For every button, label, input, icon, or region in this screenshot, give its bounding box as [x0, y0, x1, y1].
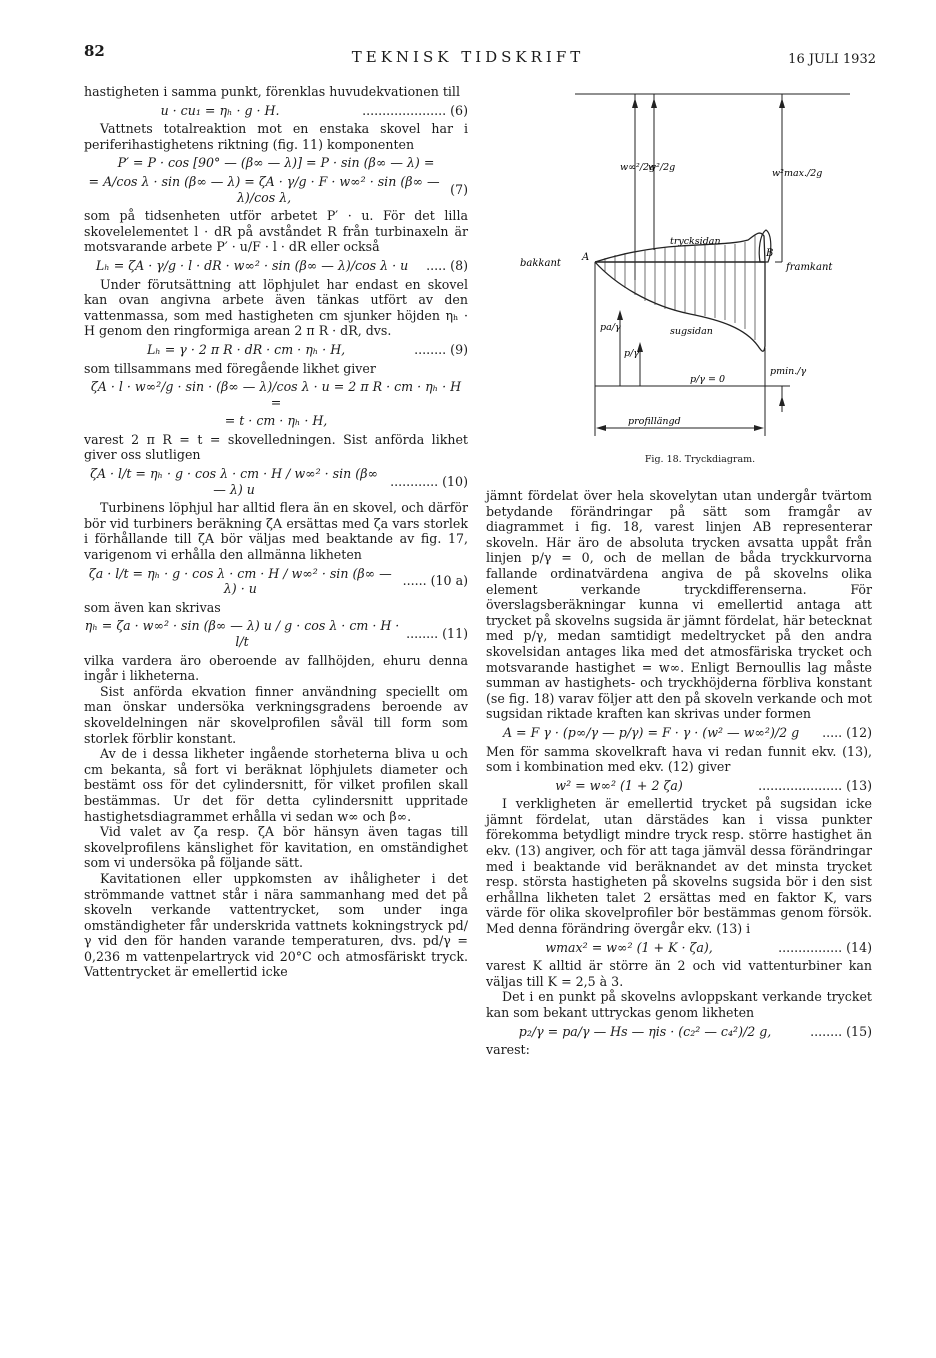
equation-9b [84, 379, 468, 410]
paragraph: I verkligheten är emellertid trycket på sugsidan icke jämnt fördelat, utan därstädes kan i vissa punkter förekomma betydligt mindre tryck resp. större hastighet än ekv. (13) angiver, och för att taga jämväl dessa förändringar med i beaktande vid beräknandet av det minsta trycket resp. största hastigheten på skovelns sugsida bör i den sist erhållna likheten talet 2 ersättas med en faktor K, vars värde för olika skovelprofiler bör bestämmas genom försök. Med denna förändring övergår ekv. (13) i [486, 796, 872, 937]
equation-body: A = F γ · (p∞/γ — p/γ) = F · γ · (w² — w∞²)/2 g [502, 724, 800, 740]
arrow-head [779, 98, 785, 108]
paragraph: Sist anförda ekvation finner användning speciellt om man önskar undersöka verkningsgradens beroende av skoveldelningen när skovelprofilen såväl till form som storlek förblir konstant. [84, 683, 468, 746]
equation-9c [84, 413, 468, 429]
label-w-inf: w∞²/2g [620, 162, 656, 173]
page-number: 82 [84, 42, 105, 60]
paragraph: varest: [486, 1042, 530, 1058]
equation-8 [84, 258, 468, 274]
equation-15 [486, 1024, 872, 1040]
equation-body: wmax² = w∞² (1 + K · ζa), [545, 939, 713, 955]
equation-body: = A/cos λ · sin (β∞ — λ) = ζA · γ/g · F · w∞² · sin (β∞ — λ)/cos λ, [88, 173, 440, 205]
equation-13 [486, 778, 872, 794]
issue-date: 16 JULI 1932 [788, 52, 876, 67]
label-framkant: framkant [786, 262, 833, 273]
arrow-head [651, 98, 657, 108]
label-A: A [582, 252, 590, 263]
paragraph: Kavitationen eller uppkomsten av ihåligheter i det strömmande vattnet står i nära sammanhang med det på skoveln verkande vattentrycket, som under inga omständigheter får underskrida vattnets kokningstryck pd/γ vid den för handen varande temperaturen, dvs. pd/γ = 0,236 m vattenpelartryck vid 20°C och atmosfäriskt tryck. Vattentrycket är emellertid icke [84, 870, 468, 980]
equation-P [84, 155, 468, 171]
label-sugsidan: sugsidan [670, 326, 713, 337]
pressure-hatching [605, 235, 755, 340]
label-profillangd: profillängd [628, 416, 681, 427]
label-pa: pa/γ [600, 322, 621, 333]
arrow-head [632, 98, 638, 108]
equation-body: u · cu₁ = ηₕ · g · H. [160, 102, 280, 118]
arrow-head [779, 396, 785, 406]
label-pmin: pmin./γ [770, 366, 807, 377]
equation-body: ηₕ = ζa · w∞² · sin (β∞ — λ) u / g · cos λ · cm · H · l/t [84, 618, 400, 649]
paragraph: Under förutsättning att löphjulet har endast en skovel kan ovan angivna arbete även tänkas utfört av den vattenmassa, som med hastigheten cm sjunker höjden ηₕ · H genom den ringformiga arean 2 π R · dR, dvs. [84, 276, 468, 339]
paragraph: Turbinens löphjul har alltid flera än en skovel, och därför bör vid turbiners beräkning ζA ersättas med ζa vars storlek i förhållande till ζA bör väljas med beaktande av fig. 17, varigenom vi erhålla den allmänna likheten [84, 500, 468, 563]
equation-number: ................ (14) [778, 939, 872, 955]
equation-10a [84, 566, 468, 597]
equation-number: ........ (9) [414, 341, 468, 357]
right-column [486, 488, 872, 1058]
equation-10 [84, 466, 468, 497]
paragraph: Vid valet av ζa resp. ζA bör hänsyn även tagas till skovelprofilens känslighet för kavitation, en omständighet som vi undersöka på följande sätt. [84, 824, 468, 871]
paragraph: som tillsammans med föregående likhet giver [84, 360, 376, 376]
equation-body: ζA · l · w∞²/g · sin · (β∞ — λ)/cos λ · u = 2 π R · cm · ηₕ · H = [90, 379, 462, 410]
paragraph: Det i en punkt på skovelns avloppskant verkande trycket kan som bekant uttryckas genom likheten [486, 989, 872, 1020]
paragraph: jämnt fördelat över hela skovelytan utan undergår tvärtom betydande förändringar på sätt som framgår av diagrammet i fig. 18, varest linjen AB representerar skoveln. Här äro de absoluta trycken avsatta uppåt från linjen p/γ = 0, och de mellan de båda tryckkurvorna fallande ordinatvärdena angiva de på skovelns olika element verkande tryckdifferenserna. För överslagsberäkningar kunna vi emellertid antaga att trycket på skovelns sugsida är jämnt fördelat, här betecknat med p/γ, medan samtidigt medeltrycket på den andra skovelsidan antages lika med det atmosfäriska trycket och motsvarande hastighet = w∞. Enligt Bernoullis lag måste summan av hastighets- och tryckhöjderna förbliva konstant (se fig. 18) varav följer att den på skoveln verkande och mot sugsidan riktade kraften kan skrivas under formen [486, 488, 872, 722]
equation-body: P′ = P · cos [90° — (β∞ — λ)] = P · sin (β∞ — λ) = [117, 155, 435, 171]
label-w: w²/2g [648, 162, 676, 173]
equation-7 [84, 174, 468, 205]
label-p-zero: p/γ = 0 [690, 374, 726, 385]
equation-9 [84, 342, 468, 358]
figure-18 [520, 84, 880, 464]
equation-body: ζA · l/t = ηₕ · g · cos λ · cm · H / w∞² · sin (β∞ — λ) u [90, 466, 378, 497]
pressure-diagram [520, 84, 880, 452]
equation-number: ........ (11) [406, 626, 468, 642]
equation-body: ζa · l/t = ηₕ · g · cos λ · cm · H / w∞² · sin (β∞ — λ) · u [88, 565, 392, 597]
paragraph: vilka vardera äro oberoende av fallhöjden, ehuru denna ingår i likheterna. [84, 652, 468, 684]
equation-number: ...... (10 a) [402, 573, 468, 589]
paragraph: som även kan skrivas [84, 599, 221, 615]
label-p: p/γ [624, 348, 639, 359]
paragraph: Men för samma skovelkraft hava vi redan funnit ekv. (13), som i kombination med ekv. (12) giver [486, 743, 872, 775]
equation-number: ............ (10) [390, 473, 468, 489]
paragraph: varest K alltid är större än 2 och vid vattenturbiner kan väljas till K = 2,5 à 3. [486, 958, 872, 989]
arrow-head [596, 425, 606, 431]
label-B: B [766, 248, 774, 259]
equation-number: ..... (12) [822, 724, 872, 740]
equation-number: ..................... (13) [758, 777, 872, 793]
equation-number: (7) [450, 181, 468, 197]
equation-body: p₂/γ = pa/γ — Hs — ηis · (c₂² — c₄²)/2 g, [518, 1023, 772, 1039]
equation-14 [486, 940, 872, 956]
label-trycksidan: trycksidan [670, 236, 721, 247]
equation-body: Lₕ = ζA · γ/g · l · dR · w∞² · sin (β∞ — λ)/cos λ · u [95, 257, 409, 273]
equation-body: Lₕ = γ · 2 π R · dR · cm · ηₕ · H, [146, 341, 346, 357]
equation-body: = t · cm · ηₕ · H, [224, 413, 328, 429]
label-w-max: w²max./2g [772, 168, 823, 179]
journal-title: TEKNISK TIDSKRIFT [351, 48, 585, 66]
equation-11 [84, 618, 468, 649]
left-column [84, 84, 468, 980]
equation-6 [84, 103, 468, 119]
equation-12 [486, 725, 872, 741]
equation-body: w² = w∞² (1 + 2 ζa) [555, 777, 683, 793]
figure-caption: Fig. 18. Tryckdiagram. [644, 454, 756, 465]
paragraph: varest 2 π R = t = skovelledningen. Sist anförda likhet giver oss slutligen [84, 431, 468, 463]
arrow-head [617, 310, 623, 320]
label-bakkant: bakkant [520, 258, 561, 269]
paragraph: Av de i dessa likheter ingående storheterna bliva u och cm bekanta, så fort vi beräknat löphjulets diameter och bestämt oss för det cylindersnitt, för vilket profilen skall bestämmas. Ur det för detta cylindersnitt uppritade hastighetsdiagrammet erhålla vi sedan w∞ och β∞. [84, 746, 468, 824]
arrow-head [754, 425, 764, 431]
paragraph: Vattnets totalreaktion mot en enstaka skovel har i periferihastighetens riktning (fig. 11) komponenten [84, 121, 468, 152]
equation-number: ........ (15) [810, 1023, 872, 1039]
equation-number: ..................... (6) [362, 102, 468, 118]
paragraph: hastigheten i samma punkt, förenklas huvudekvationen till [84, 84, 460, 99]
paragraph: som på tidsenheten utför arbetet P′ · u. För det lilla skovelelementet l · dR på avståndet R från turbinaxeln är motsvarande arbete P′ · u/F · l · dR eller också [84, 208, 468, 255]
equation-number: ..... (8) [426, 257, 468, 273]
